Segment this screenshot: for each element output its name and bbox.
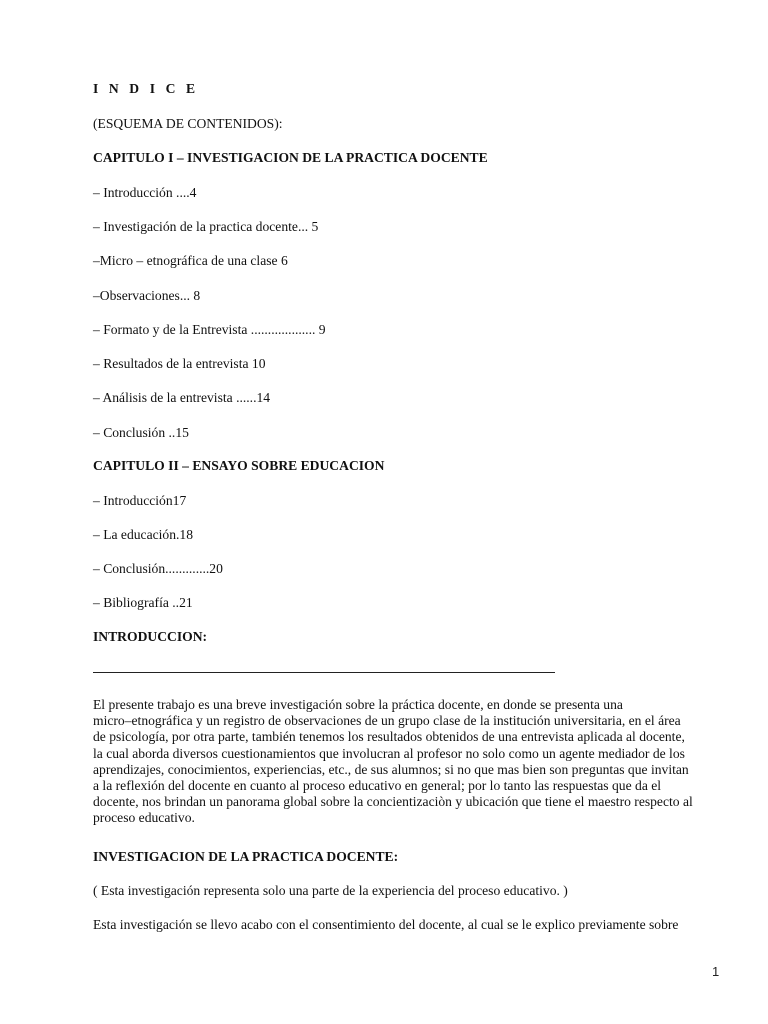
toc-entry: –Micro – etnográfica de una clase 6	[93, 253, 288, 268]
toc-entry: – Investigación de la practica docente... 5	[93, 219, 319, 234]
paragraph-line: docente, nos brindan un panorama global sobre la concientizaciòn y ubicación que tiene el maestro respecto al	[93, 794, 693, 810]
paragraph-line: aprendizajes, conocimientos, experiencias, etc., de sus alumnos; si no que mas bien son preguntas que invitan	[93, 761, 689, 777]
contents-outline-label: (ESQUEMA DE CONTENIDOS):	[93, 116, 283, 131]
chapter-2-title: CAPITULO II – ENSAYO SOBRE EDUCACION	[93, 458, 385, 473]
paragraph-line: proceso educativo.	[93, 810, 195, 826]
toc-entry: – Resultados de la entrevista 10	[93, 356, 266, 371]
toc-entry: –Observaciones... 8	[93, 288, 201, 303]
toc-entry: – Formato y de la Entrevista ................... 9	[93, 322, 326, 337]
toc-entry: – Conclusión.............20	[93, 561, 223, 576]
paragraph-line: de psicología, por otra parte, también tenemos los resultados obtenidos de una entrevista aplicada al docente,	[93, 729, 685, 745]
toc-entry: – Análisis de la entrevista ......14	[93, 390, 271, 405]
research-note: ( Esta investigación representa solo una parte de la experiencia del proceso educativo. )	[93, 883, 568, 898]
page-number: 1	[712, 964, 720, 979]
toc-entry: – La educación.18	[93, 527, 194, 542]
index-heading: I N D I C E	[93, 81, 199, 96]
research-section-heading: INVESTIGACION DE LA PRACTICA DOCENTE:	[93, 849, 399, 864]
introduction-heading: INTRODUCCION:	[93, 629, 208, 644]
chapter-1-title: CAPITULO I – INVESTIGACION DE LA PRACTICA DOCENTE	[93, 150, 488, 165]
horizontal-rule	[93, 672, 555, 673]
document-page	[93, 0, 733, 1024]
paragraph-line: la cual aborda diversos cuestionamientos que involucran al profesor no solo como un agente mediador de los	[93, 745, 685, 761]
paragraph-line: a la reflexión del docente en cuanto al proceso educativo en general; por lo tanto las respuestas que da el	[93, 778, 662, 794]
introduction-paragraph	[93, 697, 727, 827]
toc-entry: – Bibliografía ..21	[93, 595, 193, 610]
toc-entry: – Introducción17	[93, 493, 187, 508]
body-text-line: Esta investigación se llevo acabo con el consentimiento del docente, al cual se le explico previamente sobre	[93, 917, 679, 932]
toc-entry: – Introducción ....4	[93, 185, 197, 200]
toc-entry: – Conclusión ..15	[93, 425, 189, 440]
paragraph-line: El presente trabajo es una breve investigación sobre la práctica docente, en donde se presenta una	[93, 697, 623, 712]
paragraph-line: micro–etnográfica y un registro de observaciones de un grupo clase de la institución universitaria, en el área	[93, 713, 681, 729]
